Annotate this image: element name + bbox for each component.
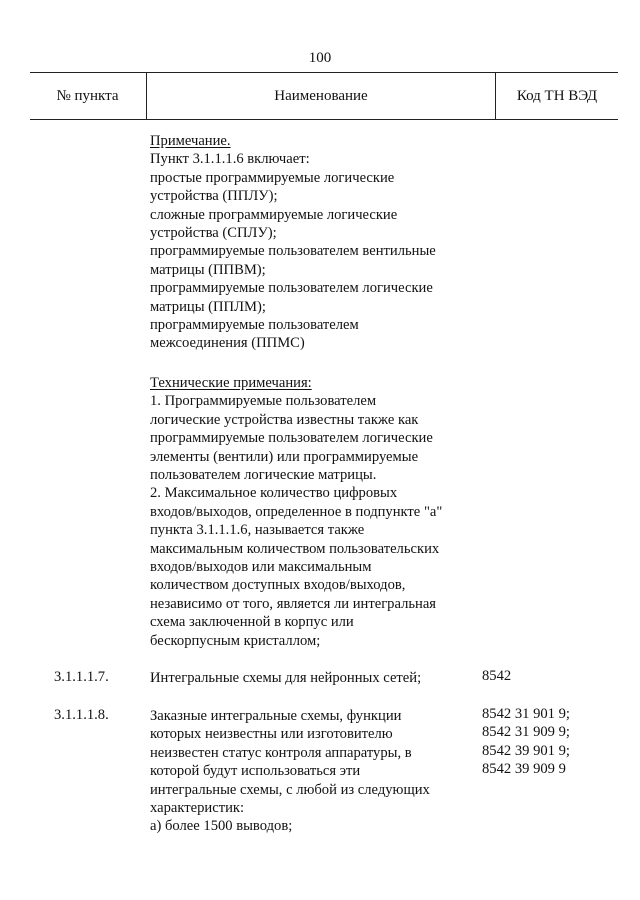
note-block [150,132,480,353]
tech-notes-block [150,374,480,650]
item-line: характеристик: [150,800,245,817]
note-line: устройства (ППЛУ); [150,188,278,205]
note-line: программируемые пользователем вентильные [150,243,436,260]
item-code: 8542 39 901 9; [482,742,570,759]
item-code: 8542 31 909 9; [482,724,570,741]
tech-note-line: пункта 3.1.1.1.6, называется также [150,522,365,539]
tech-note-line: логические устройства известны также как [150,411,419,428]
item-description [150,707,480,836]
tech-note-line: программируемые пользователем логические [150,430,433,447]
item-line: которой будут использоваться эти [150,763,361,780]
item-line: Заказные интегральные схемы, функции [150,708,402,724]
item-code: 8542 39 909 9 [482,761,566,778]
item-number: 3.1.1.1.7. [54,669,109,685]
column-header-code: Код ТН ВЭД [516,88,598,104]
tech-note-line: 2. Максимальное количество цифровых [150,485,398,502]
note-line: программируемые пользователем логические [150,280,433,297]
tech-note-line: количеством доступных входов/выходов, [150,577,406,594]
tech-notes-title: Технические примечания: [150,375,312,391]
item-code: 8542 [482,668,512,684]
note-title: Примечание. [150,133,231,149]
item-line: которых неизвестны или изготовителю [150,726,393,743]
tech-note-line: 1. Программируемые пользователем [150,393,377,410]
item-line: неизвестен статус контроля аппаратуры, в [150,744,412,761]
note-line: межсоединения (ППМС) [150,335,305,352]
item-description [150,669,480,687]
tech-note-line: бескорпусным кристаллом; [150,632,321,649]
tech-note-line: входов/выходов, определенное в подпункте "а" [150,503,443,520]
item-line: Интегральные схемы для нейронных сетей; [150,670,422,686]
note-line: устройства (СПЛУ); [150,225,277,242]
column-header-number: № пункта [56,88,119,104]
item-codes [482,667,511,685]
note-line: Пункт 3.1.1.1.6 включает: [150,151,310,168]
item-number: 3.1.1.1.8. [54,707,109,723]
table-header [30,72,618,120]
note-line: матрицы (ППВМ); [150,261,266,278]
note-line: простые программируемые логические [150,169,395,186]
tech-note-line: элементы (вентили) или программируемые [150,448,419,465]
note-line: матрицы (ППЛМ); [150,298,266,315]
page-number: 100 [308,50,332,66]
tech-note-line: максимальным количеством пользовательских [150,540,440,557]
tech-note-line: входов/выходов или максимальным [150,559,372,576]
item-line: интегральные схемы, с любой из следующих [150,781,430,798]
note-line: сложные программируемые логические [150,206,398,223]
item-codes [482,705,570,779]
column-header-name: Наименование [146,73,496,119]
tech-note-line: независимо от того, является ли интегральная [150,595,437,612]
item-code: 8542 31 901 9; [482,706,570,722]
item-line: а) более 1500 выводов; [150,818,293,835]
tech-note-line: схема заключенной в корпус или [150,614,354,631]
tech-note-line: пользователем логические матрицы. [150,467,377,484]
note-line: программируемые пользователем [150,317,359,334]
